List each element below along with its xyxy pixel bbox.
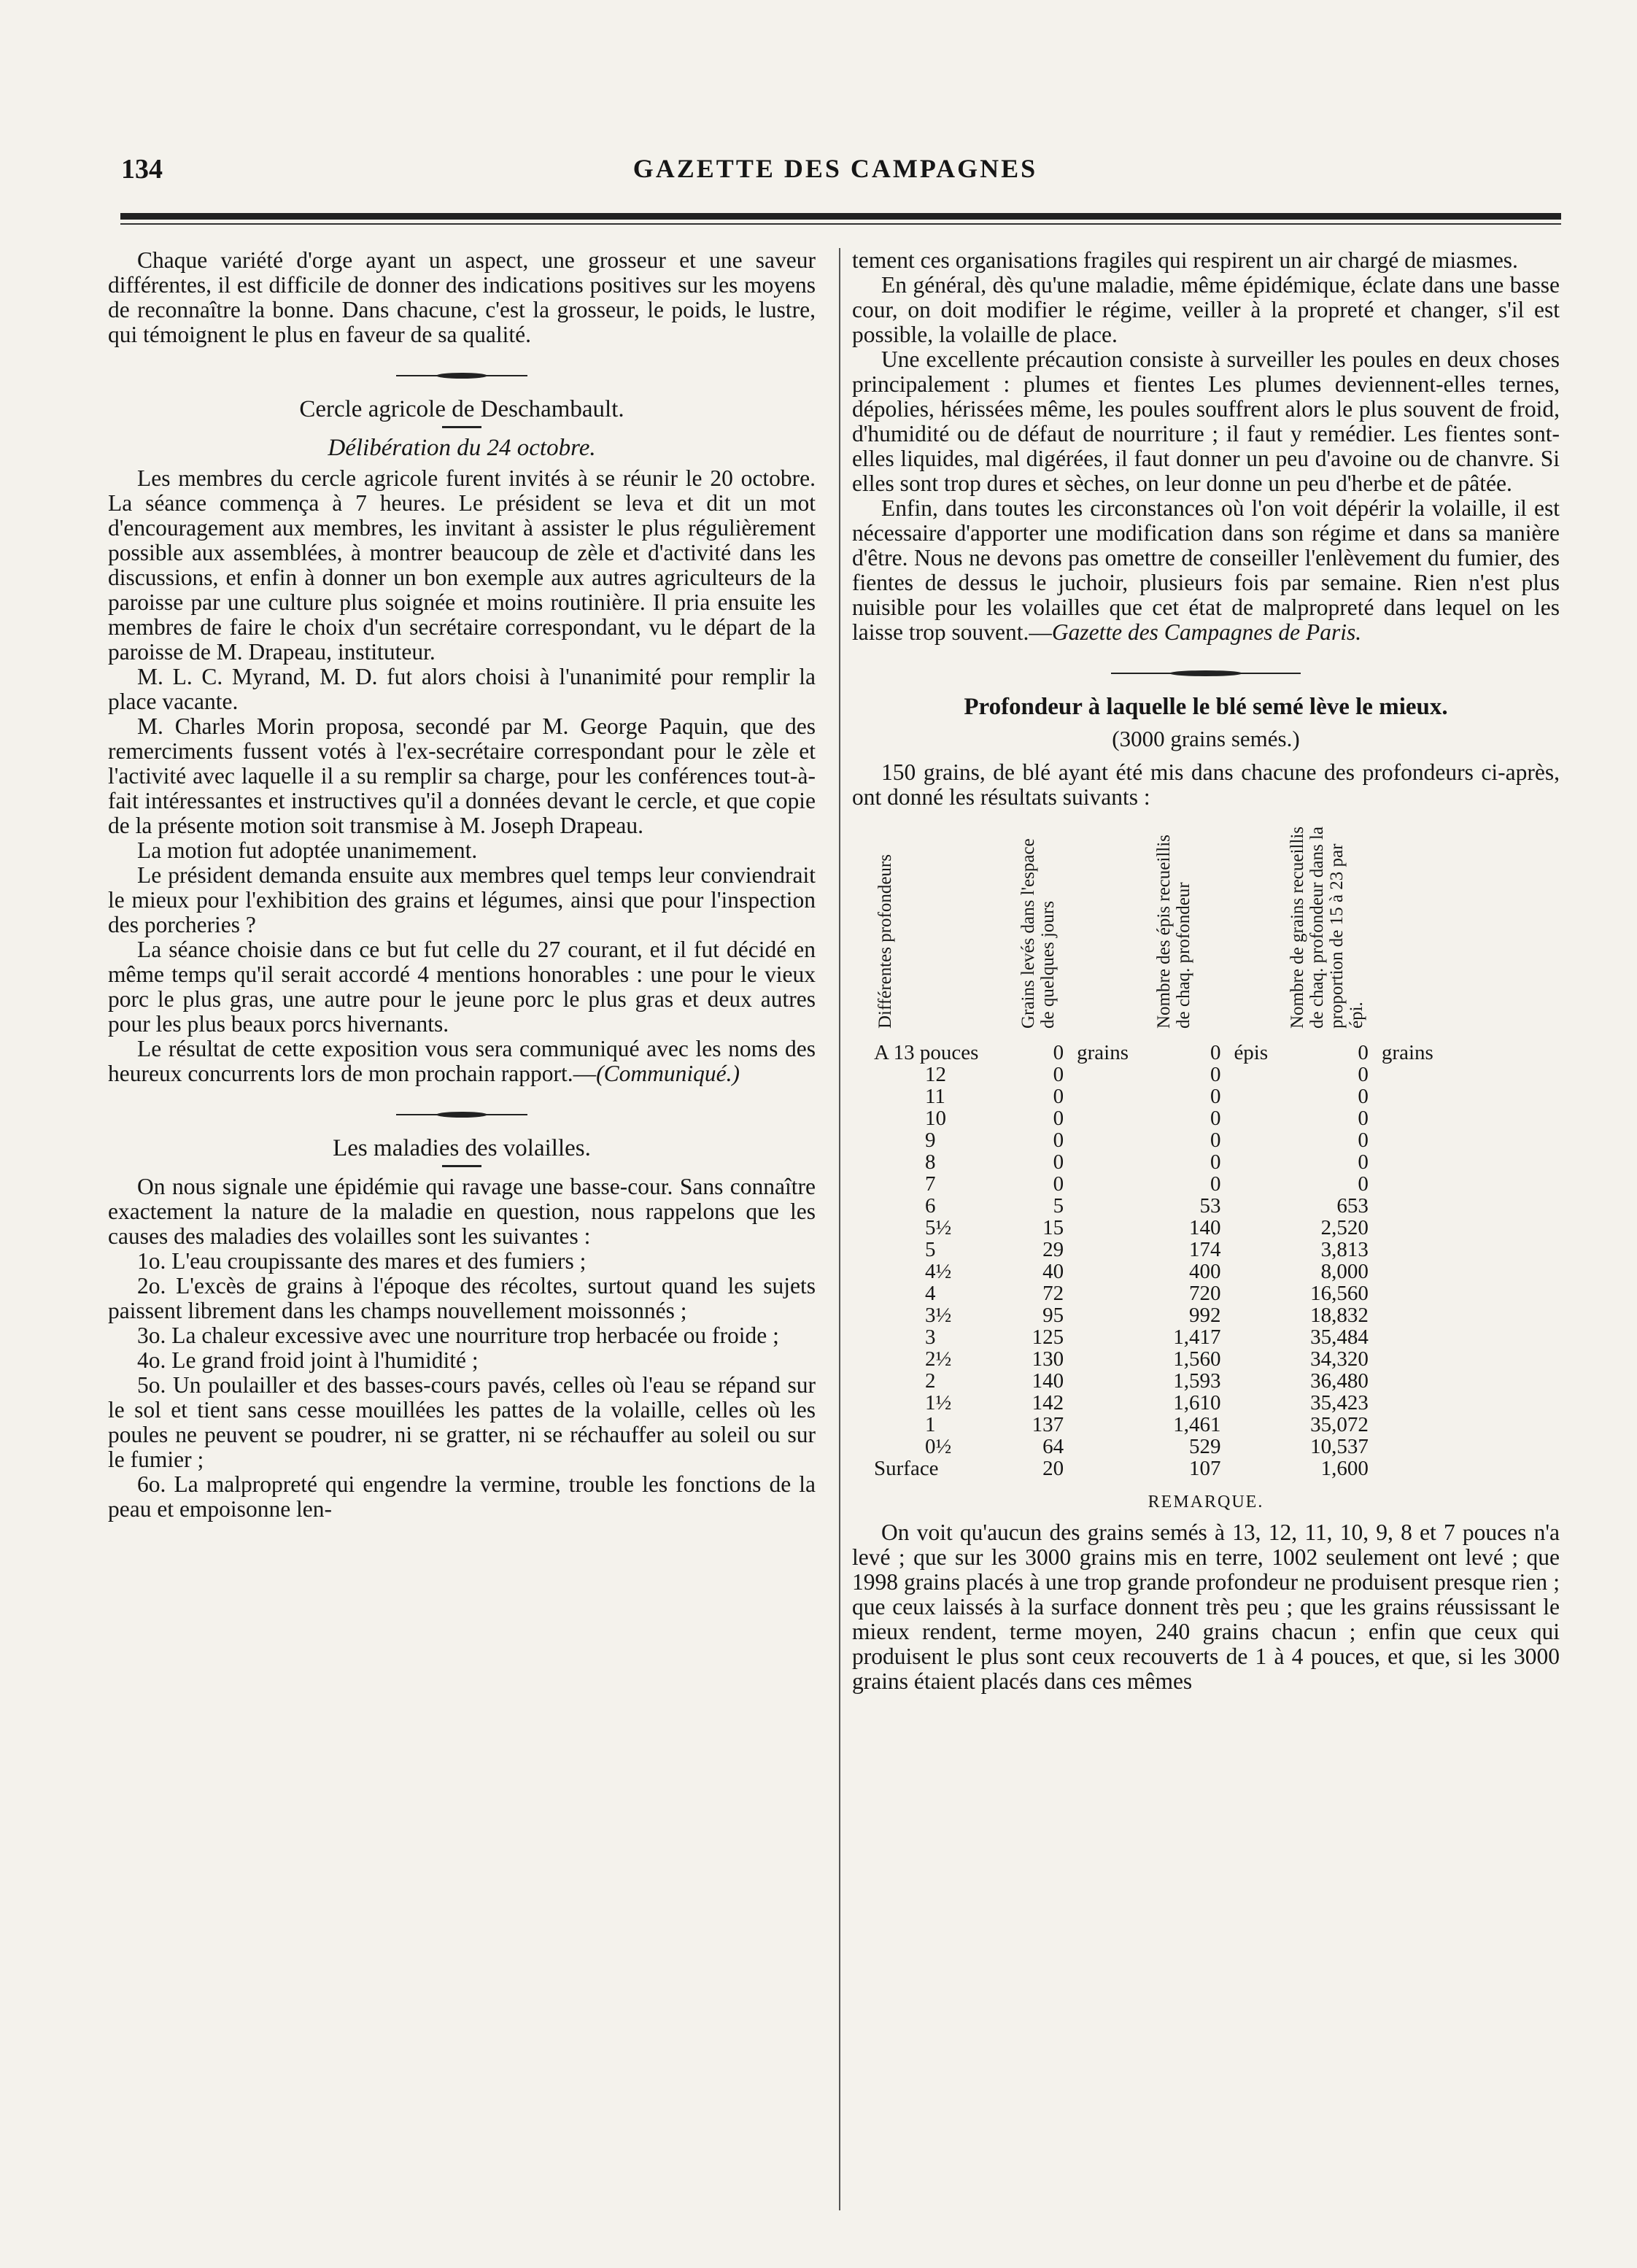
maladies-cause: 1o. L'eau croupissante des mares et des fumiers ;: [137, 1248, 587, 1274]
table-cell-grains-unit: [1067, 1414, 1153, 1436]
table-row: [874, 1261, 1458, 1282]
table-cell-grains: 5: [1053, 1194, 1064, 1218]
table-row: [874, 1217, 1458, 1239]
maladies-cause: 4o. Le grand froid joint à l'humidité ;: [137, 1347, 479, 1373]
table-cell-epis: 400: [1188, 1260, 1221, 1283]
table-cell-depth: 1½: [925, 1391, 952, 1414]
table-cell-epis-unit: [1223, 1195, 1286, 1217]
table-row: [874, 1173, 1458, 1195]
header-rule-thin: [120, 223, 1561, 225]
table-cell-grains-unit: [1067, 1436, 1153, 1458]
table-cell-grains-unit: [1067, 1085, 1153, 1107]
table-cell-grains-unit: [1067, 1195, 1153, 1217]
table-cell-depth: 3: [925, 1325, 936, 1349]
volailles-paragraph: En général, dès qu'une maladie, même épidémique, éclate dans une basse cour, on doit modifier le régime, veiller à la propreté et changer, s'il est possible, la volaille de place.: [852, 272, 1560, 347]
table-cell-epis-unit: épis: [1234, 1041, 1269, 1064]
table-cell-grains-unit: [1067, 1129, 1153, 1151]
column-header-text: Différentes profondeurs: [875, 854, 895, 1029]
table-cell-total: 35,072: [1310, 1413, 1369, 1436]
table-row: [874, 1064, 1458, 1085]
table-cell-epis-unit: [1223, 1261, 1286, 1282]
cercle-paragraph: La séance choisie dans ce but fut celle du 27 courant, et il fut décidé en même temps qu'il serait accordé 4 mentions honorables : une pour le vieux porc le plus gras, une autre pour le jeune porc le plus gras et deux autres pour les plus beaux porcs hivernants.: [108, 937, 816, 1037]
table-cell-total: 0: [1358, 1041, 1369, 1064]
table-row: [874, 1414, 1458, 1436]
page-number: 134: [121, 154, 163, 185]
table-cell-total: 653: [1336, 1194, 1369, 1218]
table-row: [874, 1282, 1458, 1304]
left-column: [108, 248, 816, 1522]
table-cell-depth: 4: [925, 1282, 936, 1305]
table-row: [874, 1304, 1458, 1326]
table-cell-total: 18,832: [1310, 1304, 1369, 1327]
table-cell-grains-unit: [1067, 1348, 1153, 1370]
table-cell-depth: 2½: [925, 1347, 952, 1371]
table-cell-epis: 529: [1188, 1435, 1221, 1458]
cercle-paragraph: La motion fut adoptée unanimement.: [137, 837, 478, 863]
table-cell-grains: 0: [1053, 1063, 1064, 1086]
table-cell-total: 0: [1358, 1129, 1369, 1152]
table-cell-grains-unit: grains: [1077, 1041, 1129, 1064]
table-cell-grains-unit: [1067, 1370, 1153, 1392]
table-cell-epis-unit: [1223, 1217, 1286, 1239]
communique-signoff: (Communiqué.): [596, 1061, 740, 1086]
table-cell-grains-unit: [1067, 1458, 1153, 1479]
table-cell-epis: 107: [1188, 1457, 1221, 1480]
table-cell-total-unit: [1371, 1129, 1458, 1151]
table-cell-total: 16,560: [1310, 1282, 1369, 1305]
table-cell-total-unit: [1371, 1326, 1458, 1348]
table-row: [874, 1436, 1458, 1458]
volailles-closing-text: Enfin, dans toutes les circonstances où l'on voit dépérir la volaille, il est nécessaire d'apporter une modification dans son régime et dans sa manière d'être. Nous ne devons pas omettre de conseiller l'enlèvement du fumier, des fientes de dessus le juchoir, plusieurs fois par semaine. Rien n'est plus nuisible pour les volailles que cet état de malpropreté dans lequel on les laisse trop souvent.—: [852, 495, 1560, 645]
cercle-paragraph: M. Charles Morin proposa, secondé par M. George Paquin, que des remerciments fussent votés à l'ex-secrétaire correspondant pour le zèle et l'activité avec laquelle il a su remplir sa charge, pour les conférences tout-à-fait intéressantes et instructives qu'il a données devant le cercle, et que copie de la présente motion soit transmise à M. Joseph Drapeau.: [108, 713, 816, 838]
table-cell-epis-unit: [1223, 1304, 1286, 1326]
table-cell-grains: 125: [1032, 1325, 1064, 1349]
section-ornament: [396, 1111, 527, 1118]
table-row: [874, 1195, 1458, 1217]
remarque-label: REMARQUE.: [1148, 1493, 1264, 1512]
masthead: GAZETTE DES CAMPAGNES: [632, 154, 1038, 183]
table-cell-total-unit: [1371, 1458, 1458, 1479]
table-cell-epis-unit: [1223, 1151, 1286, 1173]
table-row: [874, 1085, 1458, 1107]
profondeur-subtitle: (3000 grains semés.): [1112, 726, 1300, 751]
table-cell-grains-unit: [1067, 1261, 1153, 1282]
maladies-cause: 3o. La chaleur excessive avec une nourriture trop herbacée ou froide ;: [137, 1323, 779, 1348]
table-cell-grains-unit: [1067, 1282, 1153, 1304]
table-cell-total: 34,320: [1310, 1347, 1369, 1371]
table-cell-depth: 0½: [925, 1435, 952, 1458]
profondeur-title: Profondeur à laquelle le blé semé lève le mieux.: [964, 694, 1448, 720]
table-cell-total: 36,480: [1310, 1369, 1369, 1393]
table-cell-epis-unit: [1223, 1370, 1286, 1392]
table-cell-depth: 8: [925, 1150, 936, 1174]
cercle-paragraph: Le président demanda ensuite aux membres quel temps leur conviendrait le mieux pour l'exhibition des grains et légumes, ainsi que pour l'inspection des porcheries ?: [108, 862, 816, 937]
results-table-body: [874, 1042, 1458, 1479]
maladies-title: Les maladies des volailles.: [333, 1135, 591, 1161]
table-cell-depth: 11: [925, 1085, 945, 1108]
table-cell-grains: 20: [1042, 1457, 1064, 1480]
table-cell-depth: 3½: [925, 1304, 952, 1327]
table-cell-epis-unit: [1223, 1107, 1286, 1129]
column-header-text: Nombre des épis recueillis de chaq. profondeur: [1154, 835, 1194, 1029]
table-cell-epis-unit: [1223, 1129, 1286, 1151]
table-cell-depth: Surface: [874, 1457, 939, 1480]
maladies-cause: 2o. L'excès de grains à l'époque des récoltes, surtout quand les sujets paissent librement dans les champs nouvellement moissonnés ;: [108, 1273, 816, 1323]
table-row: [874, 1107, 1458, 1129]
source-citation: Gazette des Campagnes de Paris.: [1051, 619, 1362, 645]
column-header: [874, 814, 1017, 1042]
results-table: [874, 814, 1458, 1479]
table-cell-epis: 174: [1188, 1238, 1221, 1261]
table-cell-epis-unit: [1223, 1348, 1286, 1370]
table-cell-epis: 1,593: [1173, 1369, 1221, 1393]
table-cell-epis: 1,610: [1173, 1391, 1221, 1414]
table-cell-depth: 1: [925, 1413, 936, 1436]
table-cell-total-unit: [1371, 1392, 1458, 1414]
column-header-text: Grains levés dans l'espace de quelques jours: [1018, 838, 1058, 1029]
table-cell-epis: 0: [1210, 1085, 1221, 1108]
table-cell-total: 0: [1358, 1172, 1369, 1196]
table-cell-total-unit: [1371, 1304, 1458, 1326]
table-cell-grains: 15: [1042, 1216, 1064, 1239]
cercle-paragraph: M. L. C. Myrand, M. D. fut alors choisi à l'unanimité pour remplir la place vacante.: [108, 664, 816, 714]
cercle-closing-text: Le résultat de cette exposition vous sera communiqué avec les noms des heureux concurrents lors de mon prochain rapport.—: [108, 1036, 816, 1086]
table-row: [874, 1151, 1458, 1173]
table-cell-total: 3,813: [1320, 1238, 1369, 1261]
table-cell-depth: 12: [925, 1063, 946, 1086]
column-header: [1017, 814, 1153, 1042]
table-cell-grains: 0: [1053, 1129, 1064, 1152]
table-cell-grains: 0: [1053, 1085, 1064, 1108]
table-row: [874, 1348, 1458, 1370]
table-cell-grains: 95: [1042, 1304, 1064, 1327]
table-row: [874, 1392, 1458, 1414]
table-cell-depth: 4½: [925, 1260, 952, 1283]
table-row: [874, 1129, 1458, 1151]
table-cell-grains-unit: [1067, 1239, 1153, 1261]
table-cell-grains: 0: [1053, 1150, 1064, 1174]
table-cell-total-unit: [1371, 1173, 1458, 1195]
table-cell-epis: 0: [1210, 1172, 1221, 1196]
table-cell-total-unit: [1371, 1217, 1458, 1239]
table-cell-total: 10,537: [1310, 1435, 1369, 1458]
section-ornament: [396, 372, 527, 379]
table-cell-total-unit: [1371, 1414, 1458, 1436]
table-cell-epis: 992: [1188, 1304, 1221, 1327]
table-cell-total: 0: [1358, 1085, 1369, 1108]
maladies-cause: 6o. La malpropreté qui engendre la vermine, trouble les fonctions de la peau et empoisonne len-: [108, 1471, 816, 1522]
table-row: [874, 1326, 1458, 1348]
remarque-paragraph: On voit qu'aucun des grains semés à 13, 12, 11, 10, 9, 8 et 7 pouces n'a levé ; que sur les 3000 grains mis en terre, 1002 seulement ont levé ; que 1998 grains placés à une trop grande profondeur ne produisent presque rien ; que ceux laissés à la surface donnent très peu ; que les grains réussissant le mieux rendent, terme moyen, 240 grains chacun ; enfin que ceux qui produisent le plus sont ceux recouverts de 1 à 4 pouces, et que, si les 3000 grains étaient placés dans ces mêmes: [852, 1520, 1560, 1694]
table-cell-depth: 7: [925, 1172, 936, 1196]
table-cell-grains-unit: [1067, 1217, 1153, 1239]
maladies-paragraph: On nous signale une épidémie qui ravage une basse-cour. Sans connaître exactement la nature de la maladie en question, nous rappelons que les causes des maladies des volailles sont les suivantes :: [108, 1174, 816, 1249]
table-cell-total-unit: grains: [1381, 1041, 1433, 1064]
maladies-cause: 5o. Un poulailler et des basses-cours pavés, celles où l'eau se répand sur le sol et tient sans cesse mouillées les pattes de la volaille, celles où les poules ne peuvent se poudrer, ni se gratter, ni se réchauffer au soleil ou sur le fumier ;: [108, 1372, 816, 1472]
table-cell-depth: 5: [925, 1238, 936, 1261]
table-cell-depth: 5½: [925, 1216, 952, 1239]
table-cell-grains-unit: [1067, 1064, 1153, 1085]
table-cell-grains: 72: [1042, 1282, 1064, 1305]
table-cell-epis: 1,461: [1173, 1413, 1221, 1436]
title-dash: [442, 426, 481, 428]
table-cell-total: 2,520: [1320, 1216, 1369, 1239]
table-row: [874, 1370, 1458, 1392]
table-cell-epis-unit: [1223, 1085, 1286, 1107]
table-cell-depth: 9: [925, 1129, 936, 1152]
header-rule-thick: [120, 213, 1561, 220]
column-header-text: Nombre de grains recueillis de chaq. profondeur dans la proportion de 15 à 23 par épi.: [1288, 827, 1367, 1029]
table-cell-grains-unit: [1067, 1326, 1153, 1348]
table-cell-epis-unit: [1223, 1282, 1286, 1304]
table-cell-total-unit: [1371, 1064, 1458, 1085]
table-cell-grains-unit: [1067, 1304, 1153, 1326]
table-header-row: [874, 814, 1458, 1042]
right-column: [852, 248, 1560, 1694]
profondeur-intro: 150 grains, de blé ayant été mis dans chacune des profondeurs ci-après, ont donné les résultats suivants :: [852, 759, 1560, 810]
table-cell-grains-unit: [1067, 1392, 1153, 1414]
table-cell-epis-unit: [1223, 1239, 1286, 1261]
table-cell-total-unit: [1371, 1107, 1458, 1129]
table-cell-total: 8,000: [1320, 1260, 1369, 1283]
table-cell-total: 0: [1358, 1063, 1369, 1086]
table-cell-grains-unit: [1067, 1107, 1153, 1129]
table-cell-grains: 130: [1032, 1347, 1064, 1371]
table-cell-epis-unit: [1223, 1326, 1286, 1348]
table-row: [874, 1042, 1458, 1064]
table-cell-total: 35,423: [1310, 1391, 1369, 1414]
cercle-subtitle: Délibération du 24 octobre.: [328, 435, 596, 461]
table-cell-total-unit: [1371, 1195, 1458, 1217]
table-cell-epis-unit: [1223, 1436, 1286, 1458]
table-cell-epis-unit: [1223, 1458, 1286, 1479]
table-cell-total-unit: [1371, 1370, 1458, 1392]
table-cell-grains: 0: [1053, 1172, 1064, 1196]
table-cell-grains: 64: [1042, 1435, 1064, 1458]
table-cell-grains: 40: [1042, 1260, 1064, 1283]
table-cell-epis: 0: [1210, 1150, 1221, 1174]
table-cell-total: 35,484: [1310, 1325, 1369, 1349]
table-cell-epis: 720: [1188, 1282, 1221, 1305]
volailles-paragraph: tement ces organisations fragiles qui respirent un air chargé de miasmes.: [852, 247, 1518, 273]
table-cell-epis: 1,560: [1173, 1347, 1221, 1371]
table-cell-total-unit: [1371, 1239, 1458, 1261]
table-cell-epis: 53: [1199, 1194, 1221, 1218]
table-cell-depth: 2: [925, 1369, 936, 1393]
volailles-paragraph: [852, 496, 1560, 645]
cercle-paragraph: [108, 1037, 816, 1086]
table-cell-epis-unit: [1223, 1392, 1286, 1414]
table-cell-total-unit: [1371, 1085, 1458, 1107]
cercle-paragraph: Les membres du cercle agricole furent invités à se réunir le 20 octobre. La séance commença à 7 heures. Le président se leva et dit un mot d'encouragement aux membres, les invitant à assister le plus régulièrement possible aux assemblées, à montrer beaucoup de zèle et d'activité dans les discussions, et enfin à donner un bon exemple aux autres agriculteurs de la paroisse par une culture plus soignée et moins routinière. Il pria ensuite les membres de faire le choix d'un secrétaire correspondant, vu le départ de la paroisse de M. Drapeau, instituteur.: [108, 465, 816, 665]
table-cell-epis: 0: [1210, 1107, 1221, 1130]
table-cell-epis-unit: [1223, 1064, 1286, 1085]
table-cell-epis: 0: [1210, 1041, 1221, 1064]
table-cell-total-unit: [1371, 1282, 1458, 1304]
table-cell-depth: A 13 pouces: [874, 1041, 979, 1064]
table-cell-total: 0: [1358, 1150, 1369, 1174]
column-header: [1153, 814, 1286, 1042]
table-cell-epis: 1,417: [1173, 1325, 1221, 1349]
table-cell-grains: 137: [1032, 1413, 1064, 1436]
column-divider: [839, 248, 840, 2210]
table-cell-grains: 0: [1053, 1107, 1064, 1130]
table-cell-epis-unit: [1223, 1173, 1286, 1195]
table-row: [874, 1458, 1458, 1479]
table-cell-total-unit: [1371, 1261, 1458, 1282]
table-row: [874, 1239, 1458, 1261]
table-cell-grains-unit: [1067, 1151, 1153, 1173]
table-cell-total: 0: [1358, 1107, 1369, 1130]
table-cell-epis: 140: [1188, 1216, 1221, 1239]
table-cell-total-unit: [1371, 1151, 1458, 1173]
table-cell-grains: 29: [1042, 1238, 1064, 1261]
table-cell-grains: 0: [1053, 1041, 1064, 1064]
title-dash: [442, 1165, 481, 1167]
orge-paragraph: Chaque variété d'orge ayant un aspect, une grosseur et une saveur différentes, il est difficile de donner des indications positives sur les moyens de reconnaître la bonne. Dans chacune, c'est la grosseur, le poids, le lustre, qui témoignent le plus en faveur de sa qualité.: [108, 247, 816, 347]
table-cell-total: 1,600: [1320, 1457, 1369, 1480]
table-cell-depth: 6: [925, 1194, 936, 1218]
table-cell-epis: 0: [1210, 1063, 1221, 1086]
table-cell-grains-unit: [1067, 1173, 1153, 1195]
table-cell-epis: 0: [1210, 1129, 1221, 1152]
table-cell-total-unit: [1371, 1348, 1458, 1370]
table-cell-epis-unit: [1223, 1414, 1286, 1436]
page-header: [109, 146, 1561, 190]
column-header: [1286, 814, 1458, 1042]
cercle-title: Cercle agricole de Deschambault.: [299, 396, 624, 422]
table-cell-grains: 140: [1032, 1369, 1064, 1393]
volailles-paragraph: Une excellente précaution consiste à surveiller les poules en deux choses principalement : plumes et fientes Les plumes deviennent-elles ternes, dépolies, hérissées même, les poules souffrent alors le plus souvent de froid, d'humidité ou de défaut de nourriture ; il faut y remédier. Les fientes sont-elles liquides, mal digérées, il faut donner un peu d'avoine ou de chanvre. Si elles sont trop dures et sèches, on leur donne un peu d'herbe et de pâtée.: [852, 347, 1560, 496]
section-ornament: [1111, 670, 1301, 677]
table-cell-total-unit: [1371, 1436, 1458, 1458]
table-cell-depth: 10: [925, 1107, 946, 1130]
table-cell-grains: 142: [1032, 1391, 1064, 1414]
